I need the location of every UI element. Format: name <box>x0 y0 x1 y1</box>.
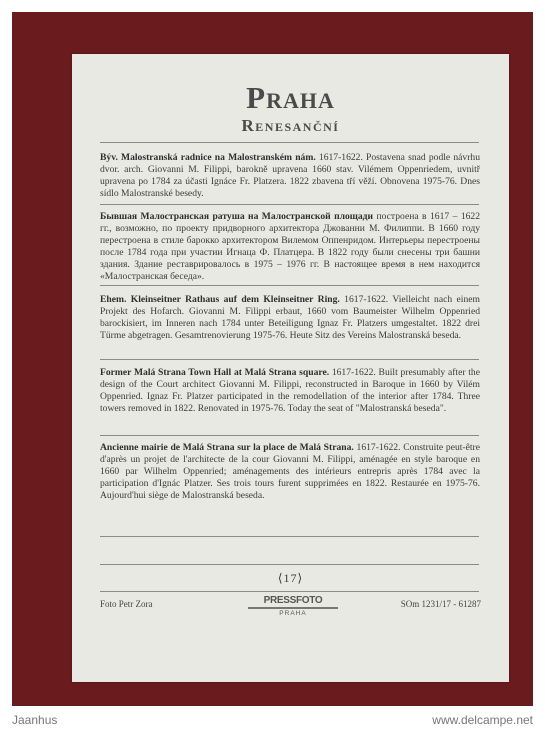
page-number: ⟨17⟩ <box>277 571 304 585</box>
paragraph-english <box>100 367 480 415</box>
paragraph-heading: Ancienne mairie de Malá Strana sur la place de Malá Strana. <box>100 442 354 453</box>
paragraph-body: 1617-1622. Construite peut-être d'après un projet de l'architecte de la cour Giovanni M. Filippi, aménagée en style baroque en 1660 par Wilhelm Oppenried; aménagements des intérieurs entrepris après 1784 avec la participation d'Ignác Platzer. Ses trois tours furent supprimées en 1822. Restaurée en 1975-76. Aujourd'hui siège de Malostranská beseda. <box>100 442 480 501</box>
paragraph-german <box>100 294 480 342</box>
catalog-code: SOm 1231/17 - 61287 <box>400 599 481 609</box>
card-title: Praha <box>246 80 335 115</box>
watermark-right: www.delcampe.net <box>432 713 533 727</box>
paragraph-heading: Бывшая Малостранская ратуша на Малостранской площади <box>100 211 374 222</box>
postcard <box>72 54 509 682</box>
paragraph-russian <box>100 211 480 282</box>
paragraph-body: 1617-1622. Vielleicht nach einem Projekt des Hofarch. Giovanni M. Filippi erbaut, 1660 vom Baumeister Wilhelm Oppenried barockisiert, im Inneren nach 1784 unter Beteiligung Ignaz Fr. Platzers umgestaltet. 1822 drei Türme abgetragen. Gesamtrenovierung 1975-76. Heute Sitz des Vereins Malostranská beseda. <box>100 294 480 341</box>
divider <box>100 564 479 565</box>
paragraph-french <box>100 442 480 502</box>
photo-credit: Foto Petr Zora <box>100 599 153 609</box>
logo-text: PRESSFOTO <box>248 595 338 609</box>
divider <box>100 285 479 286</box>
paragraph-heading: Ehem. Kleinseitner Rathaus auf dem Kleinseitner Ring. <box>100 294 340 305</box>
pressfoto-logo <box>248 595 338 621</box>
paragraph-body: 1617-1622. Postavena snad podle návrhu dvor. arch. Giovanni M. Filippi, barokně upravena 1660 stav. Vilémem Oppenriedem, uvnitř upravena po 1784 za účasti Ignáce Fr. Platzera. 1822 zbavena tří věží. Obnovena 1975-76. Dnes sídlo Malostranské besedy. <box>100 152 480 199</box>
paragraph-heading: Býv. Malostranská radnice na Malostranském nám. <box>100 152 316 163</box>
watermark-left: Jaanhus <box>12 713 58 727</box>
divider <box>100 591 479 592</box>
divider <box>100 204 479 205</box>
divider <box>100 435 479 436</box>
divider <box>100 536 479 537</box>
card-subtitle: Renesanční <box>241 116 340 135</box>
divider <box>100 142 479 143</box>
paragraph-body: построена в 1617 – 1622 гг., возможно, по проекту придворного архитектора Джованни М. Филиппи. В 1660 году перестроена в стиле барокко архитектором Вилемом Оппенридом. Интерьеры перестроены после 1784 года при участии Игнаца Ф. Платцера. В 1822 году были снесены три башни здания. Здание реставрировалось в 1975 – 1976 гг. В настоящее время в нем находится «Малостранская беседа». <box>100 211 481 282</box>
paragraph-body: 1617-1622. Built presumably after the design of the Court architect Giovanni M. Filippi, reconstructed in Baroque in 1660 by Vilém Oppenried. Ignaz Fr. Platzer participated in the remodellation of the interior after 1784. Three towers removed in 1822. Renovated in 1975-76. Today the seat of "Malostranská beseda". <box>100 367 480 414</box>
logo-city: PRAHA <box>279 610 307 617</box>
paragraph-heading: Former Malá Strana Town Hall at Malá Strana square. <box>100 367 330 378</box>
paragraph-czech <box>100 152 480 200</box>
divider <box>100 359 479 360</box>
